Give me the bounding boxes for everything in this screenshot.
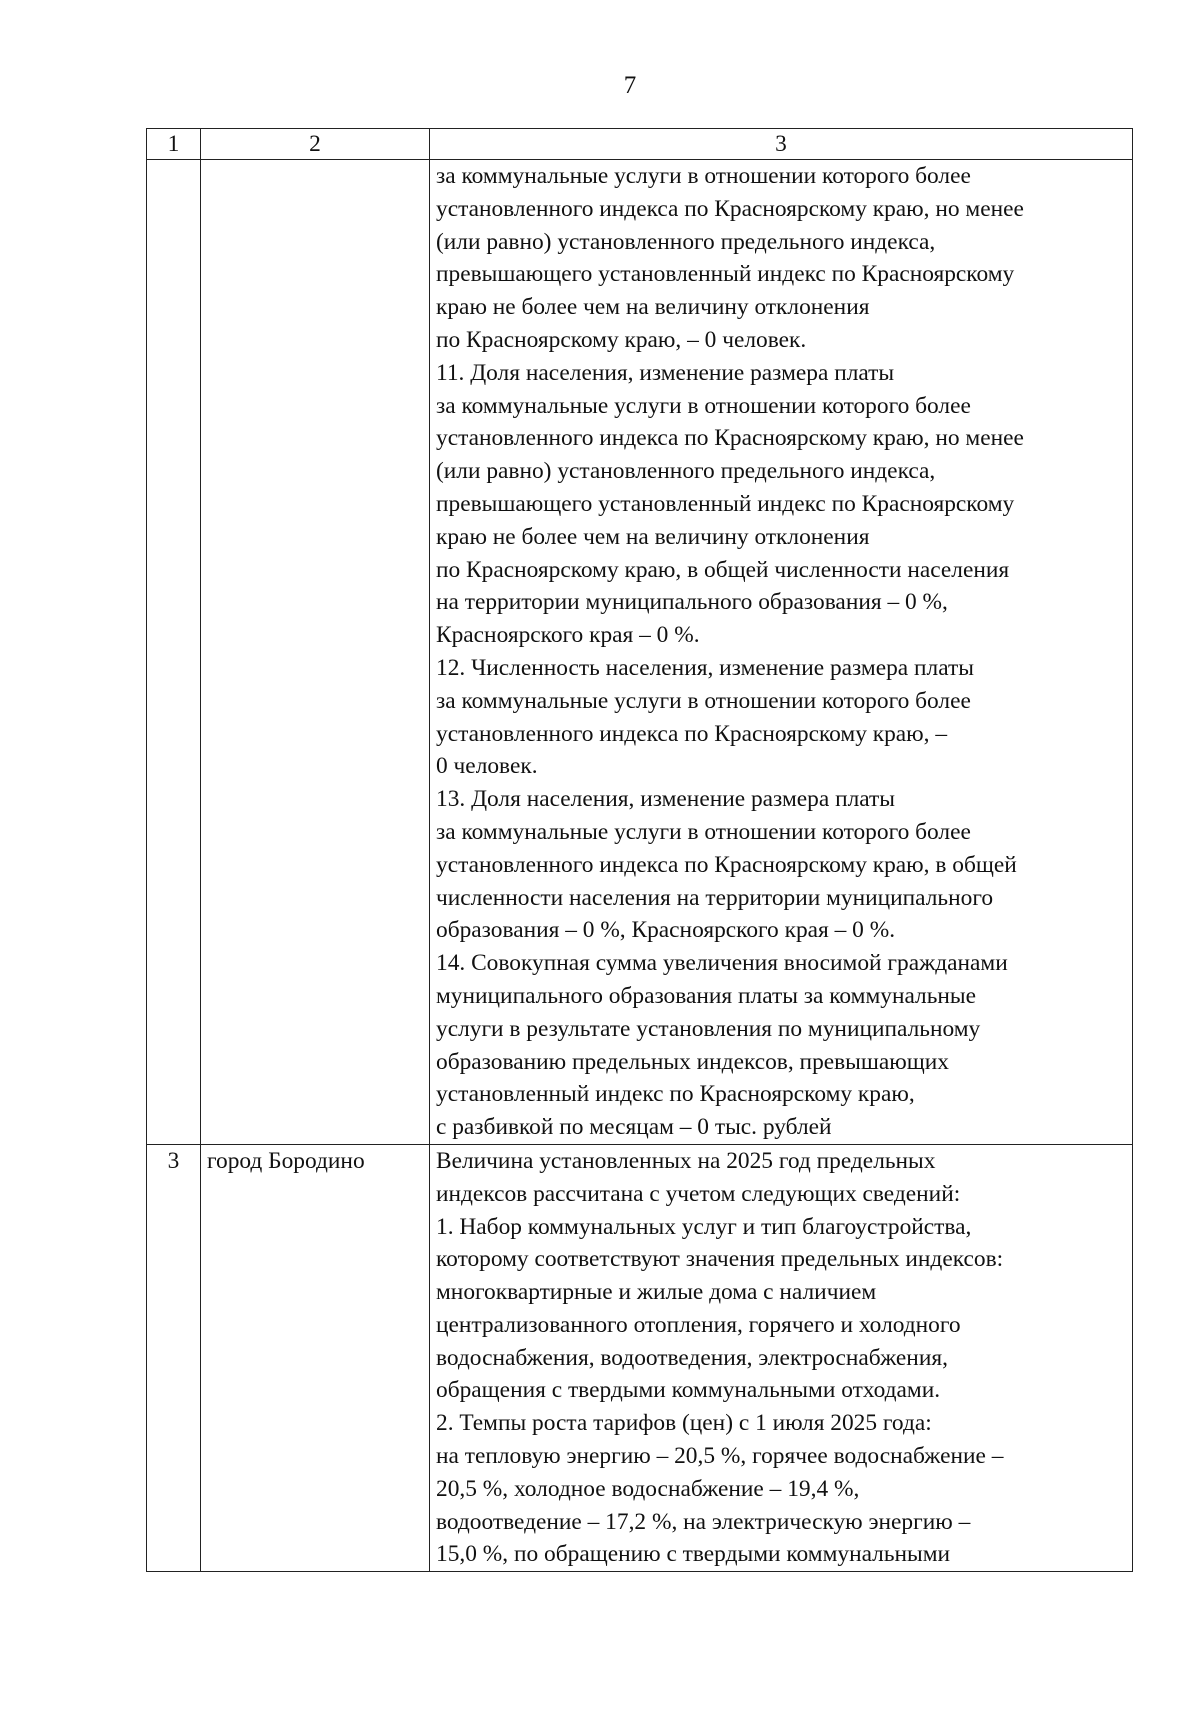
text-line: установленного индекса по Красноярскому краю, но менее (436, 195, 1024, 222)
text-line: индексов рассчитана с учетом следующих сведений: (436, 1180, 961, 1207)
text-line: водоотведение – 17,2 %, на электрическую энергию – (436, 1508, 971, 1535)
text-line: 13. Доля населения, изменение размера платы (436, 786, 895, 813)
text-line: на тепловую энергию – 20,5 %, горячее водоснабжение – (436, 1443, 1004, 1470)
table-row (147, 160, 1133, 1145)
text-line: установленного индекса по Красноярскому краю, – (436, 720, 948, 747)
table-header-row (147, 129, 1133, 160)
text-line: водоснабжения, водоотведения, электроснабжения, (436, 1344, 948, 1371)
table-row (147, 1144, 1133, 1571)
text-line: которому соответствуют значения предельных индексов: (436, 1246, 1004, 1273)
text-line: установленный индекс по Красноярскому краю, (436, 1081, 915, 1108)
text-line: за коммунальные услуги в отношении которого более (436, 392, 971, 419)
text-line: за коммунальные услуги в отношении которого более (436, 163, 971, 189)
municipality-cell: город Бородино (201, 1144, 430, 1571)
municipality-cell (201, 160, 430, 1145)
text-line: (или равно) установленного предельного индекса, (436, 458, 936, 485)
text-line: по Красноярскому краю, в общей численности населения (436, 556, 1010, 583)
text-line: превышающего установленный индекс по Красноярскому (436, 261, 1015, 288)
row-number-cell: 3 (147, 1144, 201, 1571)
description-cell (430, 160, 1133, 1145)
text-line: 11. Доля населения, изменение размера платы (436, 359, 895, 386)
text-line: за коммунальные услуги в отношении которого более (436, 687, 971, 714)
text-line: 1. Набор коммунальных услуг и тип благоустройства, (436, 1213, 972, 1240)
text-line: Величина установленных на 2025 год предельных (436, 1147, 936, 1174)
column-header-1: 1 (147, 129, 201, 160)
text-line: централизованного отопления, горячего и холодного (436, 1311, 961, 1338)
text-line: по Красноярскому краю, – 0 человек. (436, 326, 807, 353)
text-line: (или равно) установленного предельного индекса, (436, 228, 936, 255)
text-line: за коммунальные услуги в отношении которого более (436, 818, 971, 845)
text-line: услуги в результате установления по муниципальному (436, 1015, 981, 1042)
text-line: 2. Темпы роста тарифов (цен) с 1 июля 2025 года: (436, 1410, 932, 1437)
column-header-3: 3 (430, 129, 1133, 160)
indices-table (146, 128, 1133, 1572)
text-line: численности населения на территории муниципального (436, 884, 994, 911)
text-line: 14. Совокупная сумма увеличения вносимой гражданами (436, 950, 1008, 977)
description-cell (430, 1144, 1133, 1571)
page-number: 7 (623, 72, 637, 99)
text-line: Красноярского края – 0 %. (436, 622, 700, 649)
text-line: 20,5 %, холодное водоснабжение – 19,4 %, (436, 1475, 860, 1502)
text-line: 12. Численность населения, изменение размера платы (436, 654, 974, 681)
text-line: превышающего установленный индекс по Красноярскому (436, 490, 1015, 517)
text-line: на территории муниципального образования – 0 %, (436, 589, 948, 616)
text-line: образованию предельных индексов, превышающих (436, 1048, 949, 1075)
column-header-2: 2 (201, 129, 430, 160)
text-line: установленного индекса по Красноярскому краю, в общей (436, 851, 1017, 878)
text-line: многоквартирные и жилые дома с наличием (436, 1279, 877, 1306)
text-line: 0 человек. (436, 753, 538, 780)
text-line: краю не более чем на величину отклонения (436, 523, 870, 550)
text-line: 15,0 %, по обращению с твердыми коммунальными (436, 1541, 951, 1568)
row-number-cell (147, 160, 201, 1145)
text-line: обращения с твердыми коммунальными отходами. (436, 1377, 941, 1404)
text-line: краю не более чем на величину отклонения (436, 294, 870, 321)
text-line: муниципального образования платы за коммунальные (436, 982, 977, 1009)
text-line: установленного индекса по Красноярскому краю, но менее (436, 425, 1024, 452)
text-line: образования – 0 %, Красноярского края – 0 %. (436, 917, 896, 944)
text-line: с разбивкой по месяцам – 0 тыс. рублей (436, 1114, 832, 1141)
